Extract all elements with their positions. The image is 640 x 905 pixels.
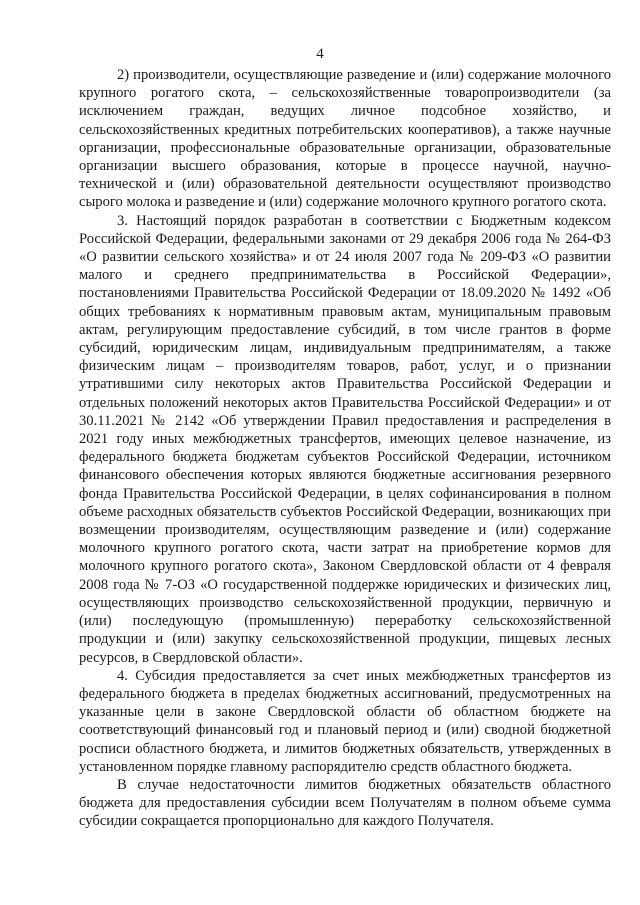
paragraph-insufficient-limits: В случае недостаточности лимитов бюджетных обязательств областного бюджета для предоставления субсидии всем Получателям в полном объеме сумма субсидии сокращается пропорционально для каждого Получателя. — [79, 776, 611, 830]
document-body — [79, 66, 611, 831]
paragraph-legal-basis: 3. Настоящий порядок разработан в соответствии с Бюджетным кодексом Российской Федерации, федеральными законами от 29 декабря 2006 года № 264-ФЗ «О развитии сельского хозяйства» и от 24 июля 2007 года № 209-ФЗ «О развитии малого и среднего предпринимательства в Российской Федерации», постановлениями Правительства Российской Федерации от 18.09.2020 № 1492 «Об общих требованиях к нормативным правовым актам, муниципальным правовым актам, регулирующим предоставление субсидий, в том числе грантов в форме субсидий, юридическим лицам, индивидуальным предпринимателям, а также физическим лицам – производителям товаров, работ, услуг, и о признании утратившими силу некоторых актов Правительства Российской Федерации и отдельных положений некоторых актов Правительства Российской Федерации» и от 30.11.2021 № 2142 «Об утверждении Правил предоставления и распределения в 2021 году иных межбюджетных трансфертов, имеющих целевое назначение, из федерального бюджета бюджетам субъектов Российской Федерации, источником финансового обеспечения которых являются бюджетные ассигнования резервного фонда Правительства Российской Федерации, в целях софинансирования в полном объеме расходных обязательств субъектов Российской Федерации, возникающих при возмещении производителям, осуществляющим разведение и (или) содержание молочного крупного рогатого скота, части затрат на приобретение кормов для молочного крупного рогатого скота», Законом Свердловской области от 4 февраля 2008 года № 7-ОЗ «О государственной поддержке юридических и физических лиц, осуществляющих производство сельскохозяйственной продукции, первичную и (или) последующую (промышленную) переработку сельскохозяйственной продукции и (или) закупку сельскохозяйственной продукции, пищевых лесных ресурсов, в Свердловской области». — [79, 212, 611, 666]
paragraph-producers: 2) производители, осуществляющие разведение и (или) содержание молочного крупного рогатого скота, – сельскохозяйственные товаропроизводители (за исключением граждан, ведущих личное подсобное хозяйство, и сельскохозяйственных кредитных потребительских кооперативов), а также научные организации, профессиональные образовательные организации, образовательные организации высшего образования, которые в процессе научной, научно-технической и (или) образовательной деятельности осуществляют производство сырого молока и разведение и (или) содержание молочного крупного рогатого скота. — [79, 67, 611, 211]
paragraph-subsidy-funding: 4. Субсидия предоставляется за счет иных межбюджетных трансфертов из федерального бюджета в пределах бюджетных ассигнований, предусмотренных на указанные цели в законе Свердловской области об областном бюджете на соответствующий финансовый год и плановый период и (или) сводной бюджетной росписи областного бюджета, и лимитов бюджетных обязательств, утвержденных в установленном порядке главному распорядителю средств областного бюджета. — [79, 667, 611, 775]
page-number: 4 — [316, 46, 324, 62]
